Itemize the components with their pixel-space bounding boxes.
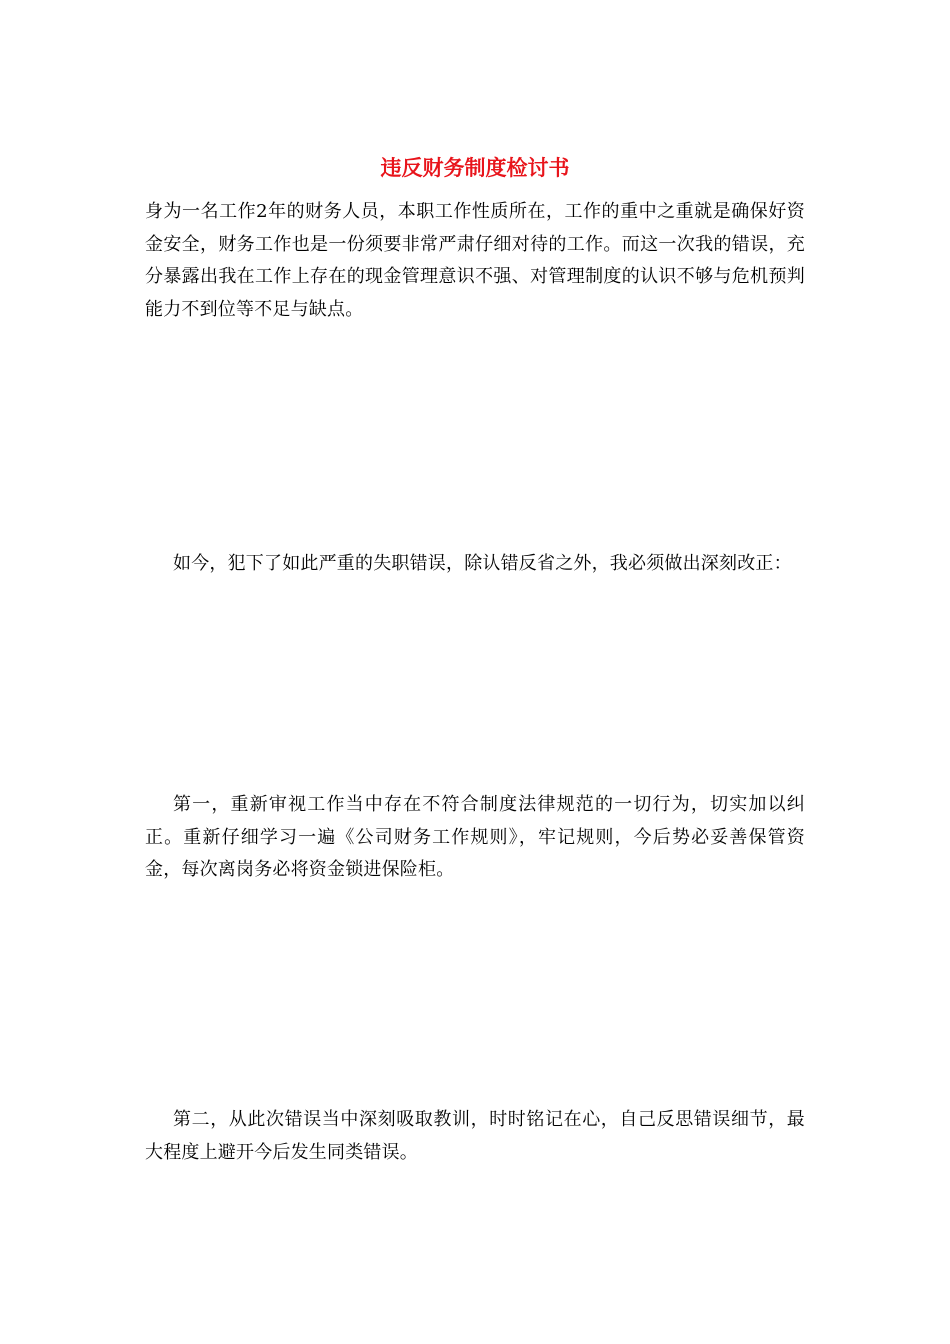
document-title: 违反财务制度检讨书 bbox=[380, 156, 570, 180]
paragraph-transition: 如今，犯下了如此严重的失职错误，除认错反省之外，我必须做出深刻改正： bbox=[173, 553, 792, 574]
paragraph-second-measure: 第二，从此次错误当中深刻吸取教训，时时铭记在心，自己反思错误细节，最大程度上避开今后发生同类错误。 bbox=[145, 1109, 805, 1163]
paragraph-first-measure: 第一，重新审视工作当中存在不符合制度法律规范的一切行为，切实加以纠正。重新仔细学习一遍《公司财务工作规则》，牢记规则，今后势必妥善保管资金，每次离岗务必将资金锁进保险柜。 bbox=[145, 794, 805, 880]
paragraph-intro: 身为一名工作2年的财务人员，本职工作性质所在，工作的重中之重就是确保好资金安全，财务工作也是一份须要非常严肃仔细对待的工作。而这一次我的错误，充分暴露出我在工作上存在的现金管理意识不强、对管理制度的认识不够与危机预判能力不到位等不足与缺点。 bbox=[145, 201, 805, 320]
